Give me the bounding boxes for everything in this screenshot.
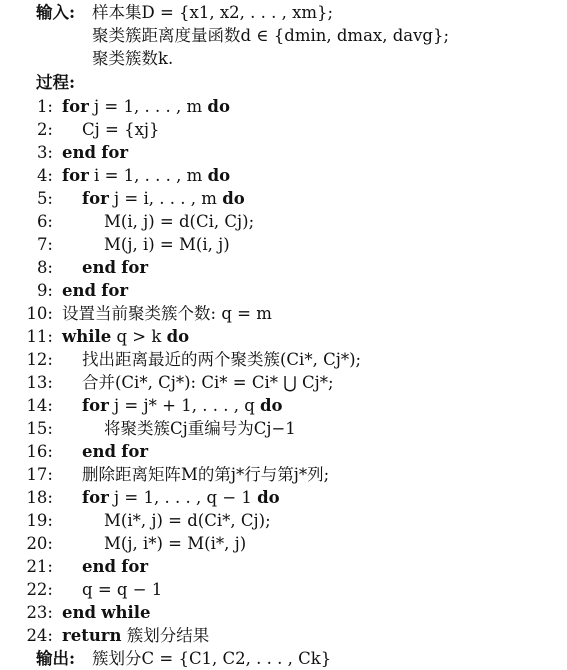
step-number: 21: xyxy=(26,557,53,576)
step-code: M(j, i) = M(i, j) xyxy=(104,235,230,254)
step-code: for j = i, . . . , m do xyxy=(82,189,245,208)
step-number: 2: xyxy=(36,120,53,139)
step-code: end while xyxy=(62,603,151,622)
step-number: 12: xyxy=(26,350,53,369)
step-number: 20: xyxy=(26,534,53,553)
step-number: 22: xyxy=(26,580,53,599)
step-number: 10: xyxy=(26,304,53,323)
step-number: 9: xyxy=(36,281,53,300)
step-code: 设置当前聚类簇个数: q = m xyxy=(62,304,272,323)
step-code: for i = 1, . . . , m do xyxy=(62,166,231,185)
step-code: for j = 1, . . . , q − 1 do xyxy=(82,488,280,507)
step-code: 删除距离矩阵M的第j*行与第j*列; xyxy=(82,465,330,484)
step-number: 23: xyxy=(26,603,53,622)
input-label-row xyxy=(36,2,75,24)
input-line-1: 样本集D = {x1, x2, . . . , xm}; xyxy=(92,3,334,22)
input-line-2: 聚类簇距离度量函数d ∈ {dmin, dmax, davg}; xyxy=(92,26,450,45)
step-number: 3: xyxy=(36,143,53,162)
process-label: 过程: xyxy=(36,73,76,92)
step-number: 4: xyxy=(36,166,53,185)
step-code: for j = 1, . . . , m do xyxy=(62,97,230,116)
step-number: 8: xyxy=(36,258,53,277)
step-code: end for xyxy=(82,557,149,576)
step-code: 找出距离最近的两个聚类簇(Ci*, Cj*); xyxy=(82,350,362,369)
step-number: 16: xyxy=(26,442,53,461)
step-number: 19: xyxy=(26,511,53,530)
input-line-3: 聚类簇数k. xyxy=(92,49,174,68)
step-number: 17: xyxy=(26,465,53,484)
step-code: M(i*, j) = d(Ci*, Cj); xyxy=(104,511,271,530)
step-code: M(i, j) = d(Ci, Cj); xyxy=(104,212,255,231)
step-code: 合并(Ci*, Cj*): Ci* = Ci* ⋃ Cj*; xyxy=(82,373,334,392)
step-number: 11: xyxy=(26,327,53,346)
step-number: 7: xyxy=(36,235,53,254)
step-number: 18: xyxy=(26,488,53,507)
input-label: 输入: xyxy=(36,3,76,22)
step-code: q = q − 1 xyxy=(82,580,163,599)
step-code: Cj = {xj} xyxy=(82,120,160,139)
step-number: 15: xyxy=(26,419,53,438)
step-code: 将聚类簇Cj重编号为Cj−1 xyxy=(104,419,296,438)
output-text: 簇划分C = {C1, C2, . . . , Ck} xyxy=(92,649,332,668)
step-number: 14: xyxy=(26,396,53,415)
step-number: 24: xyxy=(26,626,53,645)
step-code: for j = j* + 1, . . . , q do xyxy=(82,396,283,415)
step-code: return 簇划分结果 xyxy=(62,626,210,645)
output-row xyxy=(36,648,75,670)
step-code: end for xyxy=(62,143,129,162)
step-code: end for xyxy=(82,258,149,277)
step-code: end for xyxy=(82,442,149,461)
step-number: 1: xyxy=(36,97,53,116)
output-label: 输出: xyxy=(36,649,76,668)
step-code: M(j, i*) = M(i*, j) xyxy=(104,534,247,553)
step-code: while q > k do xyxy=(62,327,190,346)
step-number: 6: xyxy=(36,212,53,231)
step-code: end for xyxy=(62,281,129,300)
step-number: 13: xyxy=(26,373,53,392)
step-number: 5: xyxy=(36,189,53,208)
